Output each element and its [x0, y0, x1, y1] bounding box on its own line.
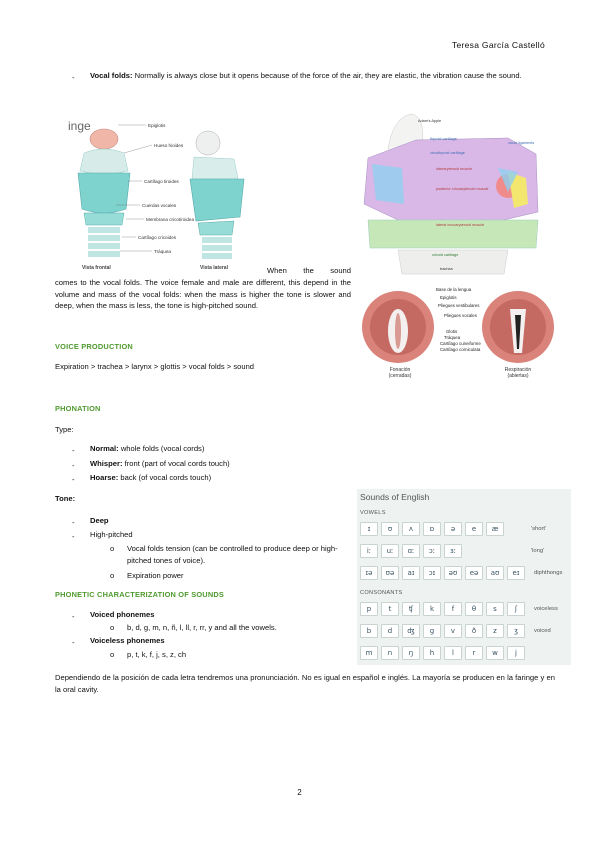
lateral-label: thyroid cartilage [430, 137, 457, 141]
voiced-phonemes: Voiced phonemes [90, 610, 155, 619]
phoneme-cell: ð [465, 624, 483, 638]
type-term: Whisper: [90, 459, 123, 468]
phoneme-cell: ŋ [402, 646, 420, 660]
glottis-figure [360, 281, 556, 389]
phoneme-cell: l [444, 646, 462, 660]
lateral-label: lateral cricoarytenoid muscle [436, 223, 485, 227]
phoneme-cell: ʊə [381, 566, 399, 580]
soe-voiceless-label: voiceless [534, 606, 558, 612]
voice-paragraph-lead: When the sound [267, 266, 351, 275]
type-item [90, 472, 211, 484]
phoneme-cell: ɒ [423, 522, 441, 536]
tone-subitem: Expiration power [127, 571, 184, 580]
glottis-label: Base de la lengua [436, 287, 472, 292]
soe-vowels-label: VOWELS [360, 510, 386, 516]
phoneme-cell: iː [360, 544, 378, 558]
soe-voiced-label: voiced [534, 628, 551, 634]
soe-row-short [360, 522, 504, 536]
glottis-label: Cartílago corniculata [440, 347, 481, 352]
phoneme-cell: aʊ [486, 566, 504, 580]
phoneme-cell: ʊ [381, 522, 399, 536]
phoneme-cell: b [360, 624, 378, 638]
vocal-folds-text: Normally is always close but it opens because of the force of the air, they are elastic, the vibration cause the sound. [132, 71, 522, 80]
larynx-label: Membrana cricotiroidea [146, 217, 194, 222]
sub-bullet: o [110, 650, 115, 659]
soe-diph-label: diphthongs [534, 570, 563, 576]
larynx-label: Cuerdas vocales [142, 203, 177, 208]
sub-bullet: o [110, 623, 115, 632]
bullet-dash: - [72, 461, 75, 470]
voice-paragraph: comes to the vocal folds. The voice female and male are different, this depend in the volume and mass of the vocal folds: when the mass is higher the tone is slower and deep, when the mass is less, the tone is high-pitched sound. [55, 278, 351, 310]
phoneme-cell: ʧ [402, 602, 420, 616]
phoneme-cell: ɪ [360, 522, 378, 536]
soe-title: Sounds of English [360, 492, 430, 502]
phoneme-cell: ʒ [507, 624, 525, 638]
type-desc: back (of vocal cords touch) [118, 473, 212, 482]
phoneme-cell: g [423, 624, 441, 638]
voice-production-heading: VOICE PRODUCTION [55, 342, 133, 351]
sub-bullet: o [110, 544, 115, 553]
phoneme-cell: m [360, 646, 378, 660]
soe-consonants-label: CONSONANTS [360, 590, 403, 596]
soe-long-label: 'long' [531, 548, 545, 554]
bullet-dash: - [72, 638, 75, 647]
tone-subitem: Vocal folds tension (can be controlled to produce deep or high-pitched tones of voice). [127, 544, 338, 565]
phoneme-cell: ɑː [402, 544, 420, 558]
bullet-dash: - [72, 446, 75, 455]
phonetic-heading: PHONETIC CHARACTERIZATION OF SOUNDS [55, 590, 225, 599]
closing-paragraph: Dependiendo de la posición de cada letra tendremos una pronunciación. No es igual en español e inglés. La mayoría se producen en la faringe y en la oral cavity. [55, 673, 555, 694]
phoneme-cell: uː [381, 544, 399, 558]
tone-item: Deep [90, 516, 109, 525]
phoneme-cell: v [444, 624, 462, 638]
phoneme-cell: ɔː [423, 544, 441, 558]
type-term: Normal: [90, 444, 119, 453]
phoneme-cell: ɜː [444, 544, 462, 558]
phoneme-cell: ɪə [360, 566, 378, 580]
larynx-label: Hueso hioides [154, 143, 184, 148]
larynx-caption-lateral: Vista lateral [200, 265, 228, 271]
phoneme-cell: əʊ [444, 566, 462, 580]
page-number: 2 [297, 788, 302, 797]
sounds-of-english-chart [357, 489, 571, 665]
lateral-label: cricoid cartilage [432, 253, 459, 257]
type-desc: whole folds (vocal cords) [118, 444, 205, 453]
voiceless-list: p, t, k, f, j, s, z, ch [127, 650, 187, 659]
soe-row-other [360, 646, 525, 660]
voiceless-phonemes: Voiceless phonemes [90, 636, 165, 645]
voice-production-chain: Expiration > trachea > larynx > glottis > vocal folds > sound [55, 362, 255, 371]
soe-row-diph [360, 566, 525, 580]
glottis-label: Pliegues vocales [444, 313, 477, 318]
phoneme-cell: ʌ [402, 522, 420, 536]
phonation-type-label: Type: [55, 425, 74, 434]
lateral-label: cricothyroid cartilage [430, 151, 465, 155]
soe-row-voiced [360, 624, 525, 638]
type-item [90, 458, 230, 470]
phoneme-cell: aɪ [402, 566, 420, 580]
phoneme-cell: θ [465, 602, 483, 616]
phoneme-cell: f [444, 602, 462, 616]
phonation-tone-label: Tone: [55, 494, 76, 503]
larynx-label: Cartílago tiroides [144, 179, 179, 184]
bullet-dash: - [72, 475, 75, 484]
glottis-caption-phonation: Fonación (cerradas) [388, 367, 412, 379]
lateral-label: trachea [440, 267, 453, 271]
phoneme-cell: ɔɪ [423, 566, 441, 580]
vocal-folds-paragraph [90, 70, 552, 82]
type-item [90, 443, 204, 455]
phoneme-cell: ʃ [507, 602, 525, 616]
glottis-label: Pliegues vestibulares [438, 303, 480, 308]
tone-item: High-pitched [90, 530, 133, 539]
soe-row-long [360, 544, 462, 558]
phoneme-cell: eɪ [507, 566, 525, 580]
bullet-dash: - [72, 518, 75, 527]
voiced-list: b, d, g, m, n, ñ, l, ll, r, rr, y and all the vowels. [127, 623, 277, 632]
phoneme-cell: eə [465, 566, 483, 580]
soe-row-voiceless [360, 602, 525, 616]
sub-bullet: o [110, 571, 115, 580]
phoneme-cell: ʤ [402, 624, 420, 638]
phoneme-cell: n [381, 646, 399, 660]
phonation-heading: PHONATION [55, 404, 101, 413]
glottis-label: Tráquea [444, 335, 461, 340]
lateral-label: vocal ligaments [508, 141, 535, 145]
phoneme-cell: d [381, 624, 399, 638]
larynx-figure-logo: inge [68, 119, 91, 133]
phoneme-cell: s [486, 602, 504, 616]
phoneme-cell: e [465, 522, 483, 536]
soe-short-label: 'short' [531, 526, 547, 532]
type-desc: front (part of vocal cords touch) [122, 459, 230, 468]
lateral-label: interarytenoid muscle [436, 167, 473, 171]
lateral-label: posterior cricoarytenoid muscle [436, 187, 489, 191]
type-term: Hoarse: [90, 473, 119, 482]
larynx-label: Cartílago cricoides [138, 235, 177, 240]
phoneme-cell: r [465, 646, 483, 660]
bullet-dash: - [72, 532, 75, 541]
vocal-folds-term: Vocal folds: [90, 71, 133, 80]
larynx-label: Epiglotis [148, 123, 166, 128]
glottis-label: Cartílago cuneiforme [440, 341, 481, 346]
phoneme-cell: z [486, 624, 504, 638]
larynx-label: Tráquea [154, 249, 171, 254]
lateral-larynx-figure [358, 108, 556, 276]
larynx-caption-front: Vista frontal [82, 265, 111, 271]
glottis-label: Glotis [446, 329, 458, 334]
glottis-label: Epiglotis [440, 295, 457, 300]
bullet-dash: - [72, 612, 75, 621]
phoneme-cell: j [507, 646, 525, 660]
phoneme-cell: w [486, 646, 504, 660]
lateral-label: Adam's Apple [418, 119, 442, 123]
larynx-figure [66, 117, 260, 273]
phoneme-cell: k [423, 602, 441, 616]
phoneme-cell: ə [444, 522, 462, 536]
phoneme-cell: æ [486, 522, 504, 536]
bullet-dash: - [72, 73, 75, 82]
phoneme-cell: p [360, 602, 378, 616]
phoneme-cell: t [381, 602, 399, 616]
glottis-caption-breathing: Respiración (abiertas) [504, 367, 532, 379]
page-header-author: Teresa García Castelló [451, 40, 545, 50]
phoneme-cell: h [423, 646, 441, 660]
